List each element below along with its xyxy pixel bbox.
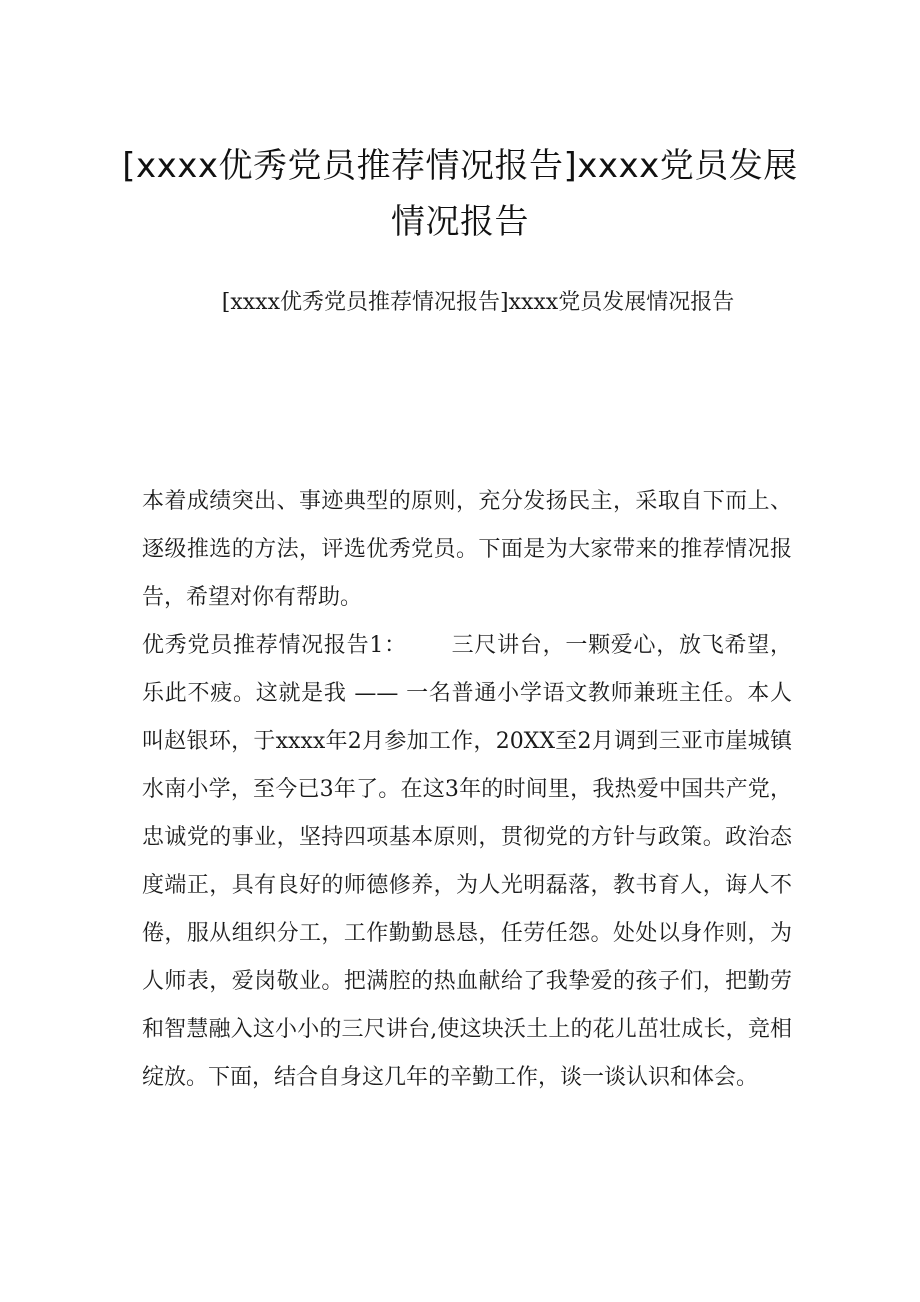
document-body — [142, 478, 792, 1102]
document-title: [xxxx优秀党员推荐情况报告]xxxx党员发展情况报告 — [122, 146, 798, 242]
report-heading: 优秀党员推荐情况报告1： — [142, 633, 407, 658]
intro-paragraph: 本着成绩突出、事迹典型的原则，充分发扬民主，采取自下而上、逐级推选的方法，评选优秀党员。下面是为大家带来的推荐情况报告，希望对你有帮助。 — [142, 489, 792, 610]
report-paragraph — [142, 622, 792, 1102]
report-body: 三尺讲台，一颗爱心，放飞希望，乐此不疲。这就是我 —— 一名普通小学语文教师兼班主任。本人叫赵银环，于xxxx年2月参加工作，20XX至2月调到三亚市崖城镇水南小学，至今已3年了。在这3年的时间里，我热爱中国共产党，忠诚党的事业，坚持四项基本原则，贯彻党的方针与政策。政治态度端正，具有良好的师德修养，为人光明磊落，教书育人，诲人不倦，服从组织分工，工作勤勤恳恳，任劳任怨。处处以身作则，为人师表，爱岗敬业。把满腔的热血献给了我挚爱的孩子们，把勤劳和智慧融入这小小的三尺讲台,使这块沃土上的花儿茁壮成长，竞相绽放。下面，结合自身这几年的辛勤工作，谈一谈认识和体会。 — [142, 633, 792, 1090]
document-subtitle: [xxxx优秀党员推荐情况报告]xxxx党员发展情况报告 — [221, 290, 735, 315]
